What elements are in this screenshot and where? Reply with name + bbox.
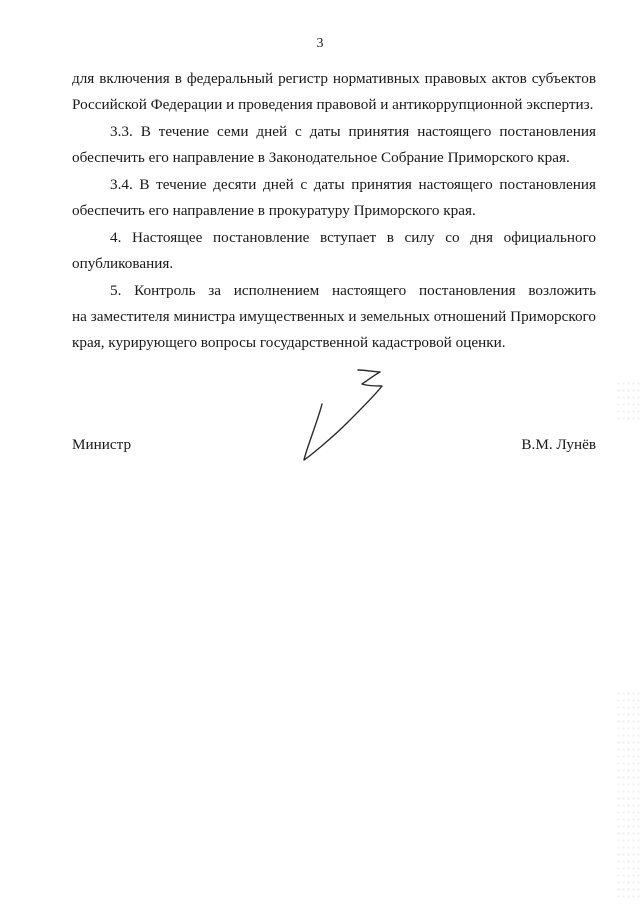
signature-block — [72, 436, 596, 466]
paragraph-continuation — [72, 66, 596, 118]
paragraph-line: Российской Федерации и проведения правовой и антикоррупционной экспертиз. — [72, 96, 594, 113]
paragraph-3-4 — [72, 172, 596, 224]
paragraph-5 — [72, 278, 596, 356]
paragraph-line: 5. Контроль за исполнением настоящего постановления возложить — [110, 282, 596, 299]
paragraph-line: опубликования. — [72, 255, 174, 272]
paragraph-line: для включения в федеральный регистр нормативных правовых актов субъектов — [72, 70, 596, 87]
scan-noise — [616, 380, 640, 420]
paragraph-line: 3.4. В течение десяти дней с даты принятия настоящего постановления — [110, 176, 596, 193]
scan-noise — [616, 690, 640, 900]
paragraph-line: обеспечить его направление в прокуратуру Приморского края. — [72, 202, 476, 219]
paragraph-line: 3.3. В течение семи дней с даты принятия настоящего постановления — [110, 123, 596, 140]
paragraph-4 — [72, 225, 596, 277]
signatory-name: В.М. Лунёв — [521, 436, 596, 453]
signatory-title: Министр — [72, 436, 132, 453]
paragraph-3-3 — [72, 119, 596, 171]
paragraph-line: обеспечить его направление в Законодательное Собрание Приморского края. — [72, 149, 570, 166]
page-number: 3 — [316, 36, 324, 51]
paragraph-line: на заместителя министра имущественных и земельных отношений Приморского — [72, 308, 596, 325]
paragraph-line: 4. Настоящее постановление вступает в силу со дня официального — [110, 229, 596, 246]
paragraph-line: края, курирующего вопросы государственной кадастровой оценки. — [72, 334, 506, 351]
